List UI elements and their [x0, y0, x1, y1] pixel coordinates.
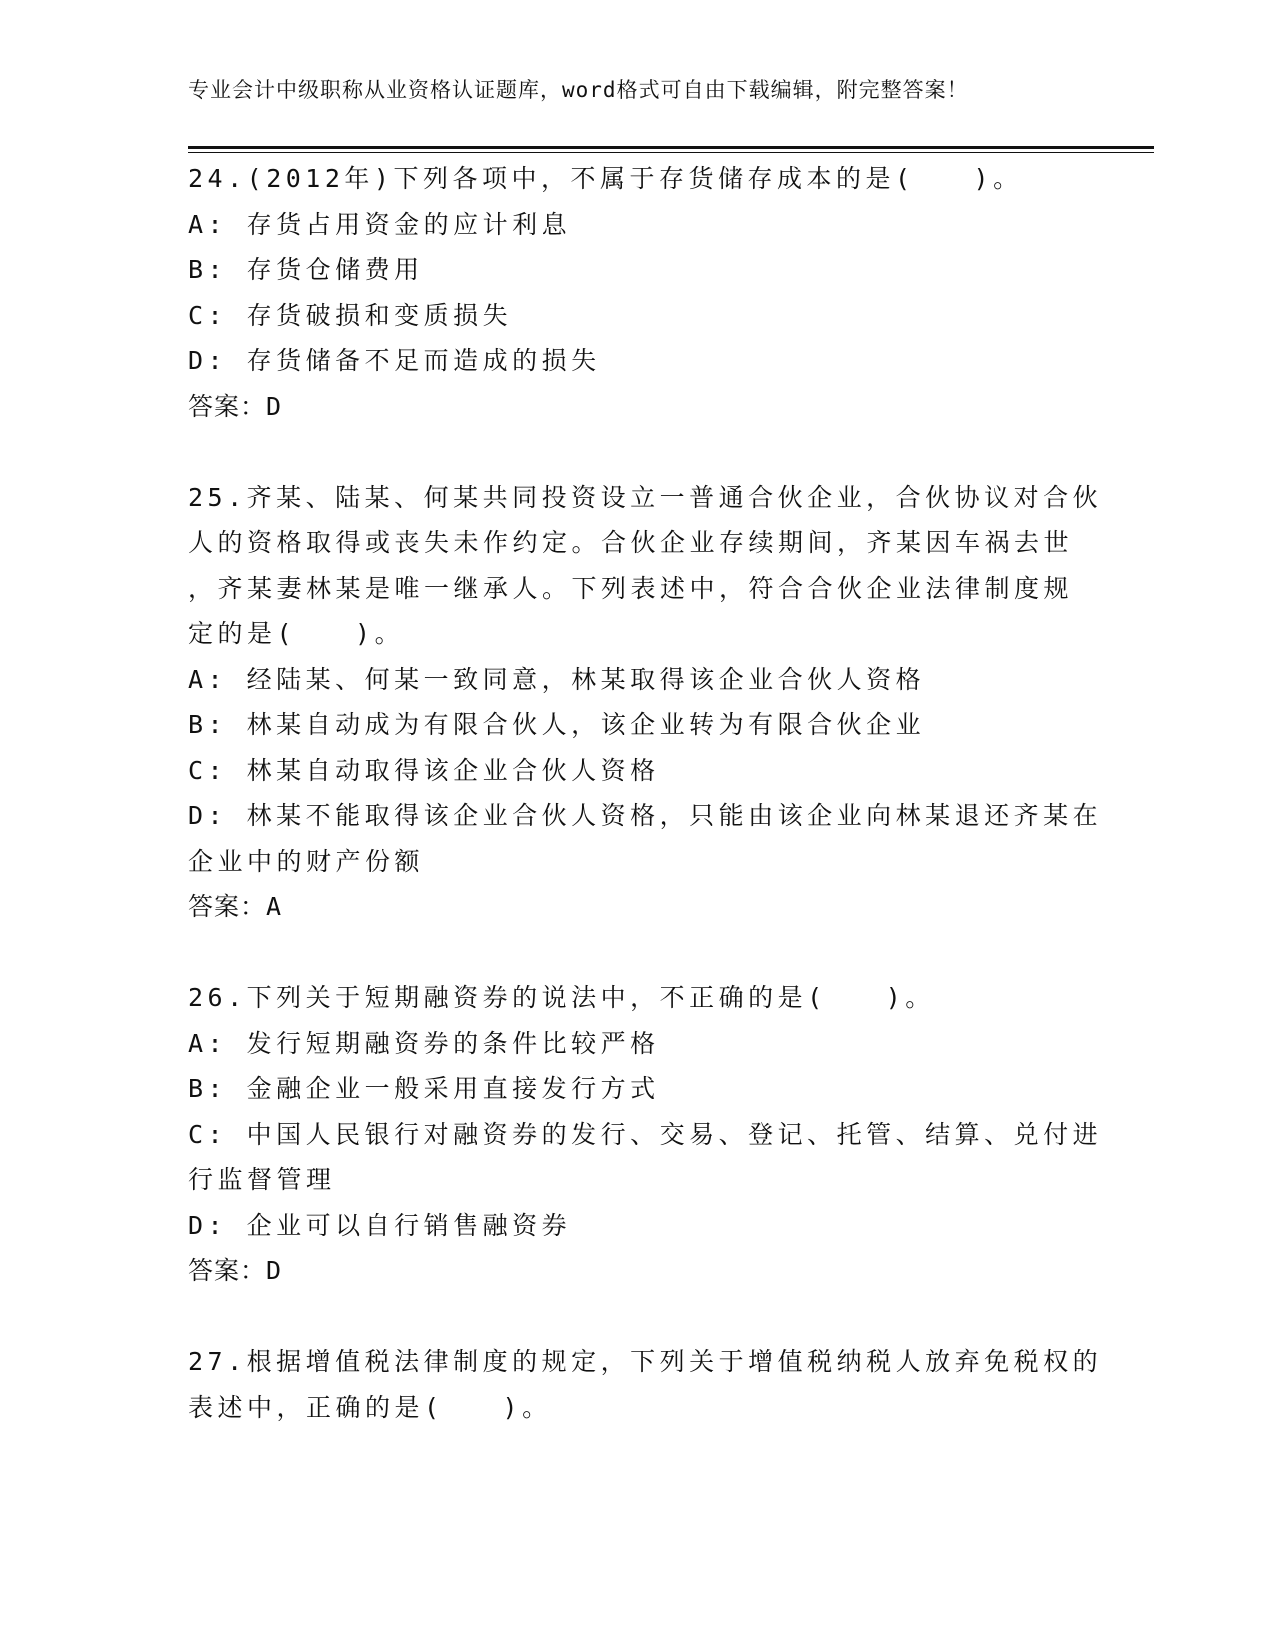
question-stem-line: 24.(2012年)下列各项中，不属于存货储存成本的是( )。	[188, 164, 1023, 193]
option-line: B: 金融企业一般采用直接发行方式	[188, 1074, 660, 1103]
question-stem-line: 人的资格取得或丧失未作约定。合伙企业存续期间，齐某因车祸去世	[188, 528, 1074, 557]
option-line: A: 经陆某、何某一致同意，林某取得该企业合伙人资格	[188, 664, 926, 694]
option-line: D: 林某不能取得该企业合伙人资格，只能由该企业向林某退还齐某在	[188, 801, 1103, 830]
option-line: D: 企业可以自行销售融资券	[188, 1210, 572, 1240]
question-stem-line: 表述中，正确的是( )。	[188, 1392, 552, 1422]
option-line: A: 存货占用资金的应计利息	[188, 209, 572, 239]
question-stem-line: 定的是( )。	[188, 619, 405, 648]
option-line: B: 存货仓储费用	[188, 255, 424, 284]
question-spacer	[188, 1294, 1088, 1340]
page-header: 专业会计中级职称从业资格认证题库，word格式可自由下载编辑，附完整答案！	[188, 78, 969, 102]
option-line: B: 林某自动成为有限合伙人，该企业转为有限合伙企业	[188, 710, 926, 739]
option-line: A: 发行短期融资券的条件比较严格	[188, 1028, 660, 1058]
header-rule-thin	[188, 152, 1154, 153]
answer-line: 答案：D	[188, 1256, 283, 1285]
question-spacer	[188, 429, 1088, 475]
option-line: C: 林某自动取得该企业合伙人资格	[188, 755, 660, 785]
option-line: C: 中国人民银行对融资券的发行、交易、登记、托管、结算、兑付进	[188, 1119, 1103, 1149]
question-block	[188, 156, 1088, 475]
option-line: 企业中的财产份额	[188, 846, 425, 876]
question-list	[188, 156, 1103, 1430]
header-rule-thick	[188, 146, 1154, 149]
question-stem-line: 25.齐某、陆某、何某共同投资设立一普通合伙企业，合伙协议对合伙	[188, 482, 1103, 512]
option-line: C: 存货破损和变质损失	[188, 300, 513, 330]
question-stem-line: ，齐某妻林某是唯一继承人。下列表述中，符合合伙企业法律制度规	[188, 573, 1074, 603]
question-block	[188, 475, 1103, 976]
option-line: D: 存货储备不足而造成的损失	[188, 346, 601, 375]
answer-line: 答案：D	[188, 391, 283, 421]
question-stem-line: 27.根据增值税法律制度的规定，下列关于增值税纳税人放弃免税权的	[188, 1347, 1103, 1376]
question-block	[188, 975, 1103, 1339]
question-stem-line: 26.下列关于短期融资券的说法中，不正确的是( )。	[188, 983, 935, 1012]
answer-line: 答案：A	[188, 892, 283, 921]
question-spacer	[188, 930, 1088, 976]
option-line: 行监督管理	[188, 1165, 336, 1194]
question-block	[188, 1339, 1103, 1430]
